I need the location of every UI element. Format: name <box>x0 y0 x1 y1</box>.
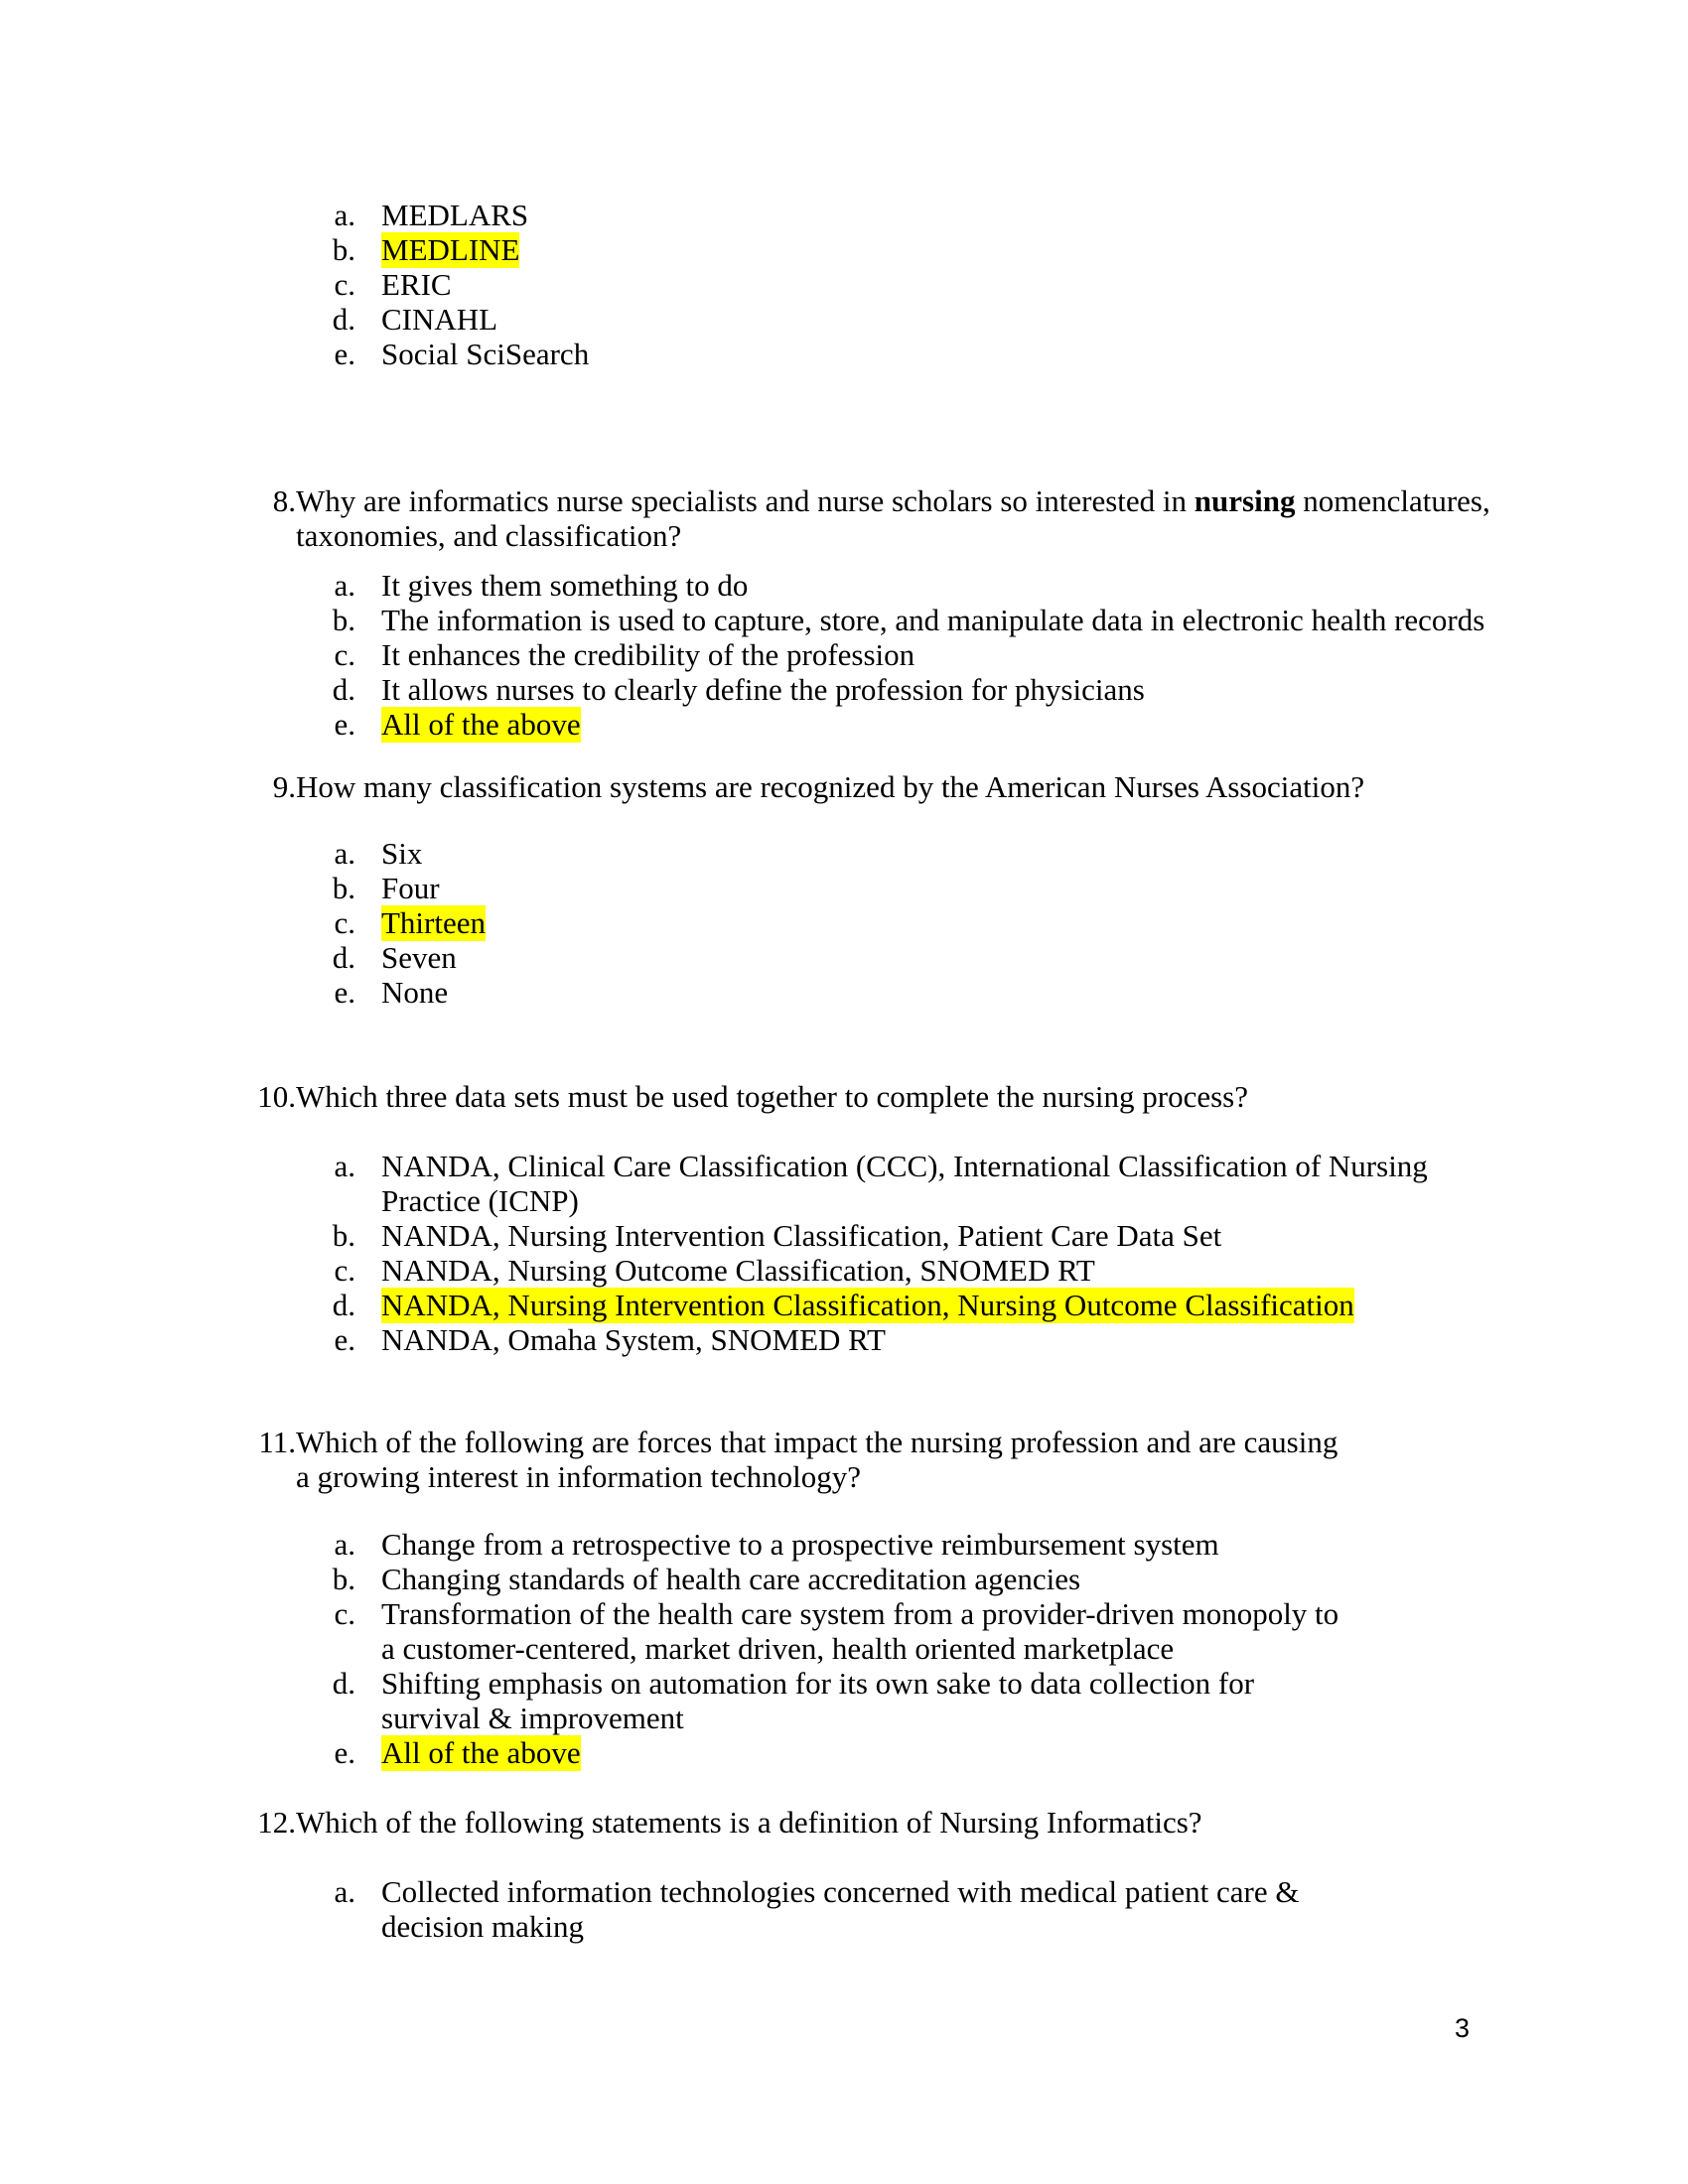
option-letter: d. <box>332 672 355 707</box>
option-text: Changing standards of health care accreditation agencies <box>381 1562 1081 1596</box>
option-letter: b. <box>332 871 355 905</box>
option-text: ERIC <box>381 267 452 302</box>
question-text-part: nomenclatures, <box>1295 483 1490 518</box>
question-text: Which of the following statements is a definition of Nursing Informatics? <box>296 1805 1202 1840</box>
question-number: 12. <box>257 1805 296 1840</box>
option-text: It enhances the credibility of the profession <box>381 637 915 672</box>
option-text: NANDA, Clinical Care Classification (CCC), International Classification of Nursing <box>381 1149 1428 1183</box>
option-letter: b. <box>332 232 355 267</box>
option-letter: a. <box>334 1527 355 1562</box>
answer-highlight: All of the above <box>381 1735 581 1770</box>
option-text: The information is used to capture, store, and manipulate data in electronic health records <box>381 603 1485 637</box>
option-text: Six <box>381 836 423 871</box>
question-text <box>296 483 1490 519</box>
option-text-line2: survival & improvement <box>381 1701 684 1735</box>
option-letter: c. <box>334 637 355 672</box>
option-letter: e. <box>334 337 355 371</box>
option-text: MEDLARS <box>381 198 529 232</box>
option-letter: e. <box>334 1322 355 1357</box>
option-letter: d. <box>332 1288 355 1322</box>
question-text-bold: nursing <box>1194 483 1296 518</box>
option-letter: a. <box>334 1874 355 1909</box>
question-number: 10. <box>257 1079 296 1114</box>
question-number: 11. <box>258 1425 296 1459</box>
option-letter: b. <box>332 603 355 637</box>
option-letter: a. <box>334 836 355 871</box>
option-text: Collected information technologies concerned with medical patient care & <box>381 1874 1300 1909</box>
option-text: Transformation of the health care system from a provider-driven monopoly to <box>381 1596 1339 1631</box>
answer-highlight: Thirteen <box>381 905 487 940</box>
option-text: None <box>381 975 449 1010</box>
option-text-line2: a customer-centered, market driven, health oriented marketplace <box>381 1631 1175 1666</box>
option-text: CINAHL <box>381 302 498 337</box>
answer-highlight: NANDA, Nursing Intervention Classification, Nursing Outcome Classification <box>381 1288 1354 1322</box>
answer-highlight: All of the above <box>381 707 581 742</box>
answer-highlight: MEDLINE <box>381 232 520 267</box>
option-text: It gives them something to do <box>381 568 749 603</box>
option-letter: c. <box>334 905 355 940</box>
option-text: Change from a retrospective to a prospective reimbursement system <box>381 1527 1219 1562</box>
option-text: Seven <box>381 940 457 975</box>
option-letter: d. <box>332 940 355 975</box>
option-letter: e. <box>334 975 355 1010</box>
option-letter: a. <box>334 568 355 603</box>
question-text: Which three data sets must be used together to complete the nursing process? <box>296 1079 1248 1114</box>
option-text: NANDA, Nursing Intervention Classification, Patient Care Data Set <box>381 1218 1222 1253</box>
option-text: Four <box>381 871 440 905</box>
page-number: 3 <box>1454 2013 1470 2043</box>
question-text-part: Why are informatics nurse specialists and nurse scholars so interested in <box>296 483 1195 518</box>
option-text: Social SciSearch <box>381 337 590 371</box>
option-letter: b. <box>332 1562 355 1596</box>
option-letter: e. <box>334 1735 355 1770</box>
option-text: It allows nurses to clearly define the profession for physicians <box>381 672 1145 707</box>
option-letter: d. <box>332 1666 355 1701</box>
option-letter: b. <box>332 1218 355 1253</box>
question-number: 9. <box>272 769 296 804</box>
option-letter: a. <box>334 198 355 232</box>
option-letter: c. <box>334 1253 355 1288</box>
option-text: NANDA, Omaha System, SNOMED RT <box>381 1322 886 1357</box>
option-text-line2: Practice (ICNP) <box>381 1183 579 1218</box>
option-letter: a. <box>334 1149 355 1183</box>
question-number: 8. <box>272 483 296 518</box>
option-text: NANDA, Nursing Outcome Classification, SNOMED RT <box>381 1253 1095 1288</box>
question-text: How many classification systems are recognized by the American Nurses Association? <box>296 769 1365 804</box>
option-letter: c. <box>334 267 355 302</box>
option-letter: c. <box>334 1596 355 1631</box>
option-text-line2: decision making <box>381 1909 585 1944</box>
option-letter: d. <box>332 302 355 337</box>
question-text-line2: taxonomies, and classification? <box>296 518 682 553</box>
option-text: Shifting emphasis on automation for its own sake to data collection for <box>381 1666 1255 1701</box>
question-text: Which of the following are forces that impact the nursing profession and are causing <box>296 1425 1338 1459</box>
question-text-line2: a growing interest in information technology? <box>296 1459 862 1494</box>
option-letter: e. <box>334 707 355 742</box>
